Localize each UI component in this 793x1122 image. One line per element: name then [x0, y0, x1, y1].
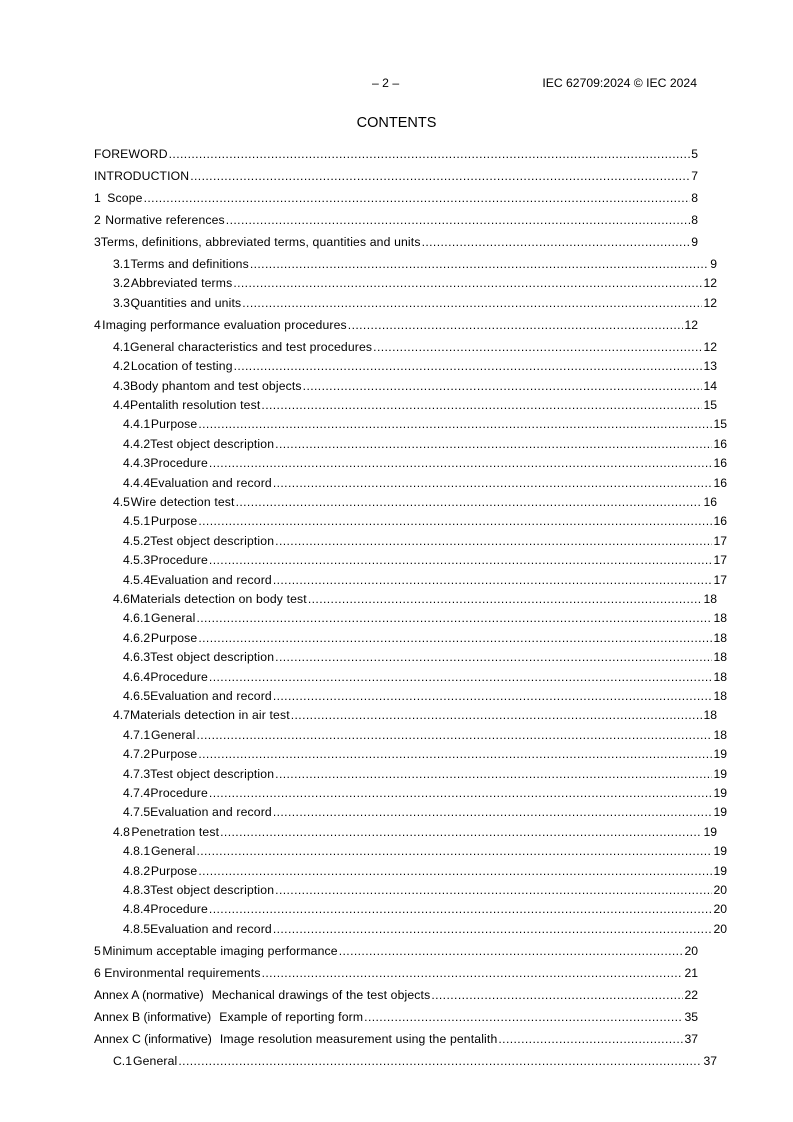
- toc-entry-page: 9: [691, 235, 698, 249]
- toc-entry-label: Evaluation and record: [150, 805, 272, 820]
- toc-entry-page: 20: [684, 943, 698, 958]
- toc-leader-dots: [209, 669, 713, 685]
- page-number: – 2 –: [372, 76, 400, 90]
- toc-leader-dots: [198, 416, 712, 432]
- toc-leader-dots: [364, 1009, 683, 1025]
- toc-entry-label: General: [151, 611, 196, 626]
- toc-entry-label: Purpose: [150, 514, 198, 529]
- toc-leader-dots: [308, 591, 703, 607]
- toc-entry-label: Image resolution measurement using the pentalith: [219, 1031, 498, 1046]
- toc-leader-dots: [196, 843, 712, 859]
- toc-leader-dots: [196, 610, 712, 626]
- toc-entry[interactable]: [94, 146, 698, 162]
- toc-entry[interactable]: [94, 212, 698, 228]
- toc-entry-number: 4.8.1: [123, 844, 151, 859]
- toc-entry-page: 20: [713, 902, 727, 917]
- toc-entry-number: 6: [94, 965, 101, 980]
- toc-leader-dots: [209, 552, 713, 568]
- toc-entry-number: 3.1: [113, 257, 130, 271]
- toc-leader-dots: [273, 921, 713, 937]
- toc-entry-label: Evaluation and record: [150, 921, 272, 936]
- toc-leader-dots: [190, 168, 690, 184]
- toc-entry-page: 18: [703, 708, 717, 723]
- toc-entry-page: 16: [713, 456, 727, 471]
- toc-leader-dots: [373, 339, 702, 355]
- toc-entry-page: 35: [684, 1009, 698, 1024]
- toc-entry-page: 19: [713, 844, 727, 859]
- toc-entry[interactable]: [94, 339, 717, 355]
- toc-leader-dots: [273, 804, 713, 820]
- toc-entry-page: 17: [713, 572, 727, 587]
- toc-entry[interactable]: [94, 358, 717, 374]
- toc-entry-number: 4.5.4: [123, 572, 151, 587]
- toc-entry-number: 4.7: [113, 708, 130, 723]
- toc-entry-label: Mechanical drawings of the test objects: [211, 987, 431, 1002]
- toc-entry-label: Test object description: [150, 436, 275, 451]
- toc-entry[interactable]: [94, 455, 727, 471]
- toc-entry-page: 16: [713, 475, 727, 490]
- toc-leader-dots: [261, 397, 702, 413]
- toc-entry-number: 4.4.2: [123, 436, 151, 451]
- toc-entry-page: 16: [713, 514, 727, 529]
- toc-leader-dots: [431, 987, 683, 1003]
- toc-entry[interactable]: [94, 475, 727, 491]
- toc-entry-page: 18: [713, 727, 727, 742]
- toc-entry-number: Annex B (informative): [94, 1009, 212, 1024]
- toc-entry-number: Annex A (normative): [94, 987, 204, 1002]
- toc-entry-label: Normative references: [105, 213, 225, 227]
- toc-leader-dots: [196, 727, 712, 743]
- toc-entry-number: 2: [94, 213, 101, 227]
- toc-entry-number: 4.1: [113, 339, 130, 354]
- toc-entry[interactable]: [94, 552, 727, 568]
- toc-leader-dots: [339, 943, 684, 959]
- toc-entry-page: 12: [703, 276, 717, 291]
- toc-entry-label: General: [151, 844, 196, 859]
- toc-leader-dots: [422, 234, 691, 250]
- toc-entry-number: 4.6.1: [123, 611, 151, 626]
- toc-leader-dots: [275, 882, 712, 898]
- page-title: CONTENTS: [356, 115, 437, 131]
- toc-entry[interactable]: [94, 1031, 698, 1047]
- toc-entry-page: 22: [684, 987, 698, 1002]
- toc-entry-page: 19: [703, 824, 717, 839]
- toc-entry-number: 3.2: [113, 276, 130, 291]
- toc-entry-number: 4.8.5: [123, 921, 151, 936]
- toc-entry-page: 13: [703, 359, 717, 374]
- toc-entry-page: 19: [713, 766, 727, 781]
- toc-leader-dots: [209, 901, 713, 917]
- toc-leader-dots: [348, 317, 684, 333]
- toc-entry-label: Materials detection in air test: [129, 708, 290, 723]
- toc-entry-label: Procedure: [150, 553, 208, 568]
- toc-leader-dots: [275, 436, 712, 452]
- toc-entry-label: Purpose: [150, 747, 198, 762]
- toc-entry-number: 4.5.1: [123, 514, 151, 529]
- toc-entry-number: 4.3: [113, 378, 130, 393]
- toc-leader-dots: [236, 494, 703, 510]
- toc-leader-dots: [233, 275, 702, 291]
- toc-entry-number: 4.8: [113, 824, 130, 839]
- toc-entry-number: 4.7.1: [123, 727, 151, 742]
- toc-leader-dots: [198, 630, 712, 646]
- toc-entry-number: 4.4: [113, 398, 130, 412]
- toc-leader-dots: [250, 256, 709, 272]
- toc-entry-number: 4.7.5: [123, 805, 151, 820]
- toc-entry-number: 4.4.4: [123, 475, 151, 490]
- toc-entry-label: Quantities and units: [130, 295, 242, 310]
- toc-entry-page: 18: [703, 592, 717, 606]
- toc-entry-number: 4.4.1: [123, 417, 151, 432]
- toc-entry-page: 17: [713, 553, 727, 568]
- toc-entry-page: 15: [703, 398, 717, 412]
- toc-entry[interactable]: [94, 234, 698, 250]
- toc-entry-label: FOREWORD: [94, 147, 168, 161]
- toc-entry-label: Procedure: [150, 669, 208, 684]
- toc-entry[interactable]: [94, 572, 727, 588]
- toc-entry-number: 4.5.2: [123, 533, 151, 548]
- toc-entry[interactable]: [94, 378, 717, 394]
- toc-leader-dots: [262, 965, 684, 981]
- toc-entry-page: 16: [703, 495, 717, 509]
- toc-entry[interactable]: [94, 943, 698, 959]
- toc-leader-dots: [178, 1053, 702, 1069]
- toc-leader-dots: [273, 475, 713, 491]
- toc-leader-dots: [291, 707, 703, 723]
- toc-entry-label: INTRODUCTION: [94, 169, 190, 183]
- toc-entry[interactable]: [94, 591, 717, 607]
- toc-entry-number: 4: [94, 317, 101, 332]
- toc-entry[interactable]: [94, 190, 698, 206]
- document-id: IEC 62709:2024 © IEC 2024: [542, 76, 697, 90]
- toc-leader-dots: [275, 649, 712, 665]
- toc-entry-label: Evaluation and record: [150, 689, 272, 703]
- toc-entry-number: 4.6.2: [123, 630, 151, 645]
- toc-entry[interactable]: [94, 275, 717, 291]
- toc-leader-dots: [234, 358, 703, 374]
- toc-entry[interactable]: [94, 688, 727, 704]
- toc-entry-label: Purpose: [150, 630, 198, 645]
- toc-entry-label: Penetration test: [131, 824, 220, 839]
- toc-entry-number: 4.4.3: [123, 456, 151, 471]
- toc-entry-number: 4.6.3: [123, 650, 151, 665]
- toc-entry[interactable]: [94, 416, 727, 432]
- toc-entry[interactable]: [94, 256, 717, 272]
- toc-leader-dots: [275, 766, 712, 782]
- toc-leader-dots: [275, 533, 712, 549]
- toc-entry-number: 4.8.3: [123, 883, 151, 897]
- toc-entry-label: Test object description: [150, 650, 275, 665]
- toc-leader-dots: [198, 863, 712, 879]
- toc-entry-page: 20: [713, 883, 727, 897]
- toc-leader-dots: [498, 1031, 683, 1047]
- toc-entry-label: Body phantom and test objects: [129, 378, 302, 393]
- toc-entry-label: Location of testing: [130, 359, 233, 374]
- toc-entry-label: Wire detection test: [130, 495, 235, 509]
- toc-entry[interactable]: [94, 168, 698, 184]
- toc-entry-label: Procedure: [150, 786, 208, 800]
- toc-entry-page: 37: [703, 1053, 717, 1068]
- toc-entry-number: Annex C (informative): [94, 1031, 212, 1046]
- toc-entry-page: 18: [713, 630, 727, 645]
- toc-entry-label: Environmental requirements: [104, 965, 261, 980]
- toc-entry-label: Abbreviated terms: [130, 276, 233, 291]
- toc-entry-page: 20: [713, 921, 727, 936]
- toc-entry[interactable]: [94, 610, 727, 626]
- toc-entry-number: 3.3: [113, 295, 130, 310]
- toc-entry[interactable]: [94, 901, 727, 917]
- toc-entry-page: 15: [713, 417, 727, 432]
- toc-entry[interactable]: [94, 630, 727, 646]
- toc-leader-dots: [169, 146, 691, 162]
- toc-entry-page: 37: [684, 1031, 698, 1046]
- toc-entry-number: 1: [94, 191, 101, 205]
- toc-entry-page: 17: [713, 533, 727, 548]
- toc-leader-dots: [220, 824, 702, 840]
- toc-entry-number: 4.6.5: [123, 689, 151, 703]
- toc-entry-label: Procedure: [150, 456, 208, 471]
- toc-entry-label: Example of reporting form: [219, 1009, 364, 1024]
- toc-entry-page: 19: [713, 805, 727, 820]
- toc-entry-page: 19: [713, 863, 727, 878]
- toc-entry-page: 8: [691, 191, 698, 205]
- toc-entry[interactable]: [94, 669, 727, 685]
- toc-entry-label: Pentalith resolution test: [129, 398, 261, 412]
- toc-entry-page: 12: [703, 339, 717, 354]
- toc-entry-page: 21: [684, 965, 698, 980]
- toc-entry-page: 8: [691, 213, 698, 227]
- toc-leader-dots: [303, 378, 703, 394]
- toc-entry-label: Terms, definitions, abbreviated terms, quantities and units: [100, 235, 421, 249]
- toc-leader-dots: [273, 572, 713, 588]
- toc-entry-label: Procedure: [150, 902, 208, 917]
- toc-entry-label: Scope: [107, 191, 143, 205]
- toc-entry[interactable]: [94, 707, 717, 723]
- toc-entry[interactable]: [94, 843, 727, 859]
- toc-leader-dots: [209, 455, 713, 471]
- toc-leader-dots: [242, 295, 702, 311]
- toc-entry[interactable]: [94, 1009, 698, 1025]
- toc-entry-label: Terms and definitions: [130, 257, 249, 271]
- toc-entry-page: 12: [684, 317, 698, 332]
- toc-entry-page: 19: [713, 747, 727, 762]
- toc-entry[interactable]: [94, 882, 727, 898]
- toc-entry-page: 12: [703, 295, 717, 310]
- toc-entry-number: 4.6.4: [123, 669, 151, 684]
- toc-entry-label: Materials detection on body test: [129, 592, 307, 606]
- toc-entry-number: 4.7.2: [123, 747, 151, 762]
- toc-entry[interactable]: [94, 785, 727, 801]
- toc-entry-number: 4.8.4: [123, 902, 151, 917]
- toc-leader-dots: [226, 212, 690, 228]
- toc-entry-label: Test object description: [150, 766, 275, 781]
- toc-entry[interactable]: [94, 513, 727, 529]
- toc-entry-label: General: [151, 727, 196, 742]
- toc-entry-label: Purpose: [150, 417, 198, 432]
- toc-entry-label: Evaluation and record: [150, 572, 272, 587]
- toc-entry-label: Test object description: [150, 883, 275, 897]
- toc-entry[interactable]: [94, 766, 727, 782]
- toc-entry-label: General: [132, 1053, 178, 1068]
- toc-entry[interactable]: [94, 317, 698, 333]
- toc-entry[interactable]: [94, 987, 698, 1003]
- toc-entry-label: Evaluation and record: [150, 475, 272, 490]
- toc-entry[interactable]: [94, 921, 727, 937]
- toc-entry-number: C.1: [113, 1053, 132, 1068]
- toc-entry[interactable]: [94, 397, 717, 413]
- toc-entry-label: Imaging performance evaluation procedures: [102, 317, 347, 332]
- toc-entry-number: 4.6: [113, 592, 130, 606]
- toc-entry-number: 4.5.3: [123, 553, 151, 568]
- toc-entry-page: 5: [691, 147, 698, 161]
- toc-entry[interactable]: [94, 727, 727, 743]
- toc-entry[interactable]: [94, 649, 727, 665]
- toc-entry[interactable]: [94, 295, 717, 311]
- toc-entry-page: 7: [691, 169, 698, 183]
- toc-entry-page: 18: [713, 650, 727, 665]
- toc-leader-dots: [144, 190, 691, 206]
- toc-leader-dots: [198, 513, 712, 529]
- toc-entry[interactable]: [94, 533, 727, 549]
- toc-entry-label: Minimum acceptable imaging performance: [102, 943, 338, 958]
- toc-entry[interactable]: [94, 824, 717, 840]
- toc-leader-dots: [209, 785, 713, 801]
- toc-entry-page: 19: [713, 786, 727, 800]
- toc-entry[interactable]: [94, 1053, 717, 1069]
- toc-entry[interactable]: [94, 965, 698, 981]
- toc-entry-number: 3: [94, 235, 101, 249]
- toc-entry-label: Purpose: [150, 863, 198, 878]
- toc-entry[interactable]: [94, 863, 727, 879]
- toc-entry-number: 4.2: [113, 359, 130, 374]
- toc-entry-page: 18: [713, 689, 727, 703]
- toc-entry-label: Test object description: [150, 533, 275, 548]
- toc-entry-page: 14: [703, 378, 717, 393]
- toc-entry-page: 18: [713, 611, 727, 626]
- toc-entry-number: 4.7.4: [123, 786, 151, 800]
- toc-entry[interactable]: [94, 804, 727, 820]
- toc-entry[interactable]: [94, 494, 717, 510]
- toc-entry-page: 16: [713, 436, 727, 451]
- toc-entry-page: 9: [710, 257, 717, 271]
- toc-entry-number: 4.5: [113, 495, 130, 509]
- toc-leader-dots: [198, 746, 712, 762]
- toc-entry-label: General characteristics and test procedures: [129, 339, 373, 354]
- toc-entry-page: 18: [713, 669, 727, 684]
- toc-leader-dots: [273, 688, 713, 704]
- toc-entry[interactable]: [94, 746, 727, 762]
- toc-entry-number: 4.7.3: [123, 766, 151, 781]
- toc-entry-number: 5: [94, 943, 101, 958]
- toc-entry[interactable]: [94, 436, 727, 452]
- toc-entry-number: 4.8.2: [123, 863, 151, 878]
